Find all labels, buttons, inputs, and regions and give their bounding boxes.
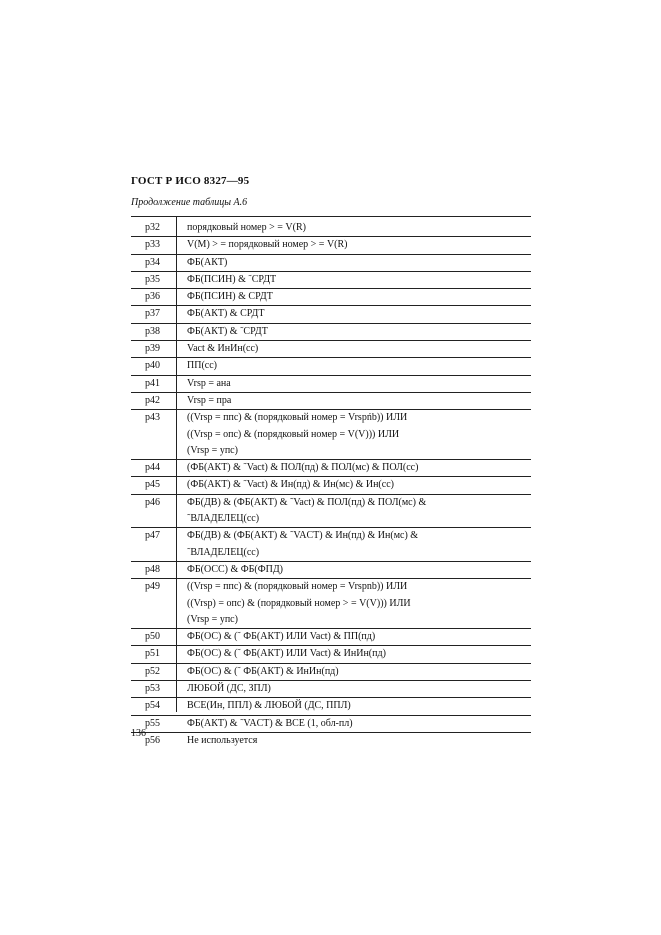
row-code: p47 bbox=[145, 530, 160, 542]
row-code: p52 bbox=[145, 665, 160, 677]
table-body bbox=[131, 220, 531, 749]
table-row bbox=[131, 459, 531, 476]
table-row bbox=[131, 443, 531, 459]
row-code: p48 bbox=[145, 563, 160, 575]
row-code: p39 bbox=[145, 343, 160, 355]
table-row bbox=[131, 596, 531, 612]
row-code: p51 bbox=[145, 648, 160, 660]
table-row bbox=[131, 680, 531, 697]
row-condition: Vrsp = ана bbox=[187, 377, 231, 389]
table-row bbox=[131, 511, 531, 527]
table-row bbox=[131, 561, 531, 578]
row-code: p45 bbox=[145, 479, 160, 491]
row-condition: порядковый номер > = V(R) bbox=[187, 222, 306, 233]
table-row bbox=[131, 375, 531, 392]
table-row bbox=[131, 254, 531, 271]
table-row bbox=[131, 427, 531, 443]
row-code: p49 bbox=[145, 581, 160, 593]
row-code: p53 bbox=[145, 683, 160, 695]
table-row bbox=[131, 357, 531, 374]
row-condition: ФБ(ОСС) & ФБ(ФПД) bbox=[187, 563, 284, 575]
table-caption: Продолжение таблицы А.6 bbox=[131, 197, 248, 208]
table-row bbox=[131, 545, 531, 561]
row-condition: ПП(сс) bbox=[187, 360, 217, 372]
table-row bbox=[131, 220, 531, 236]
table-row bbox=[131, 236, 531, 253]
row-condition: Vrsp = пра bbox=[187, 394, 232, 406]
row-code: p33 bbox=[145, 239, 160, 251]
table-row bbox=[131, 340, 531, 357]
row-code: p54 bbox=[145, 700, 160, 712]
table-row bbox=[131, 288, 531, 305]
row-condition: ЛЮБОЙ (ДС, ЗПЛ) bbox=[187, 683, 271, 695]
row-condition: Vact & ИнИн(сс) bbox=[187, 343, 259, 355]
table-row bbox=[131, 645, 531, 662]
table-row bbox=[131, 409, 531, 426]
table-row bbox=[131, 663, 531, 680]
table-row bbox=[131, 494, 531, 511]
table-row bbox=[131, 271, 531, 288]
row-condition: ФБ(ОС) & (˜ ФБ(АКТ) ИЛИ Vact) & ИнИн(пд) bbox=[187, 648, 386, 660]
table-row bbox=[131, 732, 531, 749]
row-condition: (ФБ(АКТ) & ˜Vact) & Ин(пд) & Ин(мс) & Ин(сс) bbox=[187, 479, 394, 491]
row-condition: ˜ВЛАДЕЛЕЦ(сс) bbox=[187, 546, 260, 558]
row-condition: (Vrsp = упс) bbox=[187, 613, 238, 625]
row-condition: ФБ(ПСИН) & ˜СРДТ bbox=[187, 273, 277, 285]
row-condition: ФБ(ДВ) & (ФБ(АКТ) & ˜VACT) & Ин(пд) & Ин(мс) & bbox=[187, 530, 419, 542]
table-row bbox=[131, 612, 531, 628]
table-row bbox=[131, 527, 531, 544]
row-condition: ((Vrsp) = опс) & (порядковый номер > = V(V))) ИЛИ bbox=[187, 597, 411, 609]
table-row bbox=[131, 476, 531, 493]
row-code: p32 bbox=[145, 222, 160, 233]
table-row bbox=[131, 578, 531, 595]
row-code: p44 bbox=[145, 462, 160, 474]
row-condition: V(M) > = порядковый номер > = V(R) bbox=[187, 239, 348, 251]
table-row bbox=[131, 697, 531, 714]
row-condition: ФБ(АКТ) bbox=[187, 256, 228, 268]
row-code: p34 bbox=[145, 256, 160, 268]
table-row bbox=[131, 628, 531, 645]
row-condition: ((Vrsp = опс) & (порядковый номер = V(V))) ИЛИ bbox=[187, 428, 400, 440]
row-code: p55 bbox=[145, 717, 160, 729]
row-code: p35 bbox=[145, 273, 160, 285]
page-number: 136 bbox=[131, 728, 146, 739]
row-code: p46 bbox=[145, 496, 160, 508]
row-code: p36 bbox=[145, 291, 160, 303]
table-row bbox=[131, 715, 531, 732]
row-condition: ФБ(ОС) & (˜ ФБ(АКТ) & ИнИн(пд) bbox=[187, 665, 339, 677]
row-condition: ((Vrsp = ппс) & (порядковый номер = Vrspńb)) ИЛИ bbox=[187, 412, 408, 424]
table-row bbox=[131, 392, 531, 409]
row-condition: ((Vrsp = ппс) & (порядковый номер = Vrspnb)) ИЛИ bbox=[187, 581, 408, 593]
table-row bbox=[131, 323, 531, 340]
document-header: ГОСТ Р ИСО 8327—95 bbox=[131, 175, 250, 187]
row-condition: ФБ(АКТ) & ˜СРДТ bbox=[187, 325, 268, 337]
row-condition: ФБ(АКТ) & СРДТ bbox=[187, 308, 265, 320]
row-condition: ФБ(ПСИН) & СРДТ bbox=[187, 291, 273, 303]
table-row bbox=[131, 305, 531, 322]
row-code: p37 bbox=[145, 308, 160, 320]
row-condition: (ФБ(АКТ) & ˜Vact) & ПОЛ(пд) & ПОЛ(мс) & ПОЛ(сс) bbox=[187, 462, 419, 474]
table-top-rule bbox=[131, 216, 531, 217]
row-code: p41 bbox=[145, 377, 160, 389]
row-code: p50 bbox=[145, 631, 160, 643]
row-condition: ВСЕ(Ин, ППЛ) & ЛЮБОЙ (ДС, ППЛ) bbox=[187, 700, 351, 712]
row-condition: Не используется bbox=[187, 734, 258, 746]
row-code: p40 bbox=[145, 360, 160, 372]
row-code: p43 bbox=[145, 412, 160, 424]
row-condition: ФБ(АКТ) & ˜VACT) & ВСЕ (1, обл-пл) bbox=[187, 717, 353, 729]
row-condition: (Vrsp = упс) bbox=[187, 444, 238, 456]
row-condition: ˜ВЛАДЕЛЕЦ(сс) bbox=[187, 513, 260, 525]
row-code: p56 bbox=[145, 734, 160, 746]
row-condition: ФБ(ДВ) & (ФБ(АКТ) & ˜Vact) & ПОЛ(пд) & ПОЛ(мс) & bbox=[187, 496, 427, 508]
row-code: p42 bbox=[145, 394, 160, 406]
row-condition: ФБ(ОС) & (˜ ФБ(АКТ) ИЛИ Vact) & ПП(пд) bbox=[187, 631, 376, 643]
row-code: p38 bbox=[145, 325, 160, 337]
